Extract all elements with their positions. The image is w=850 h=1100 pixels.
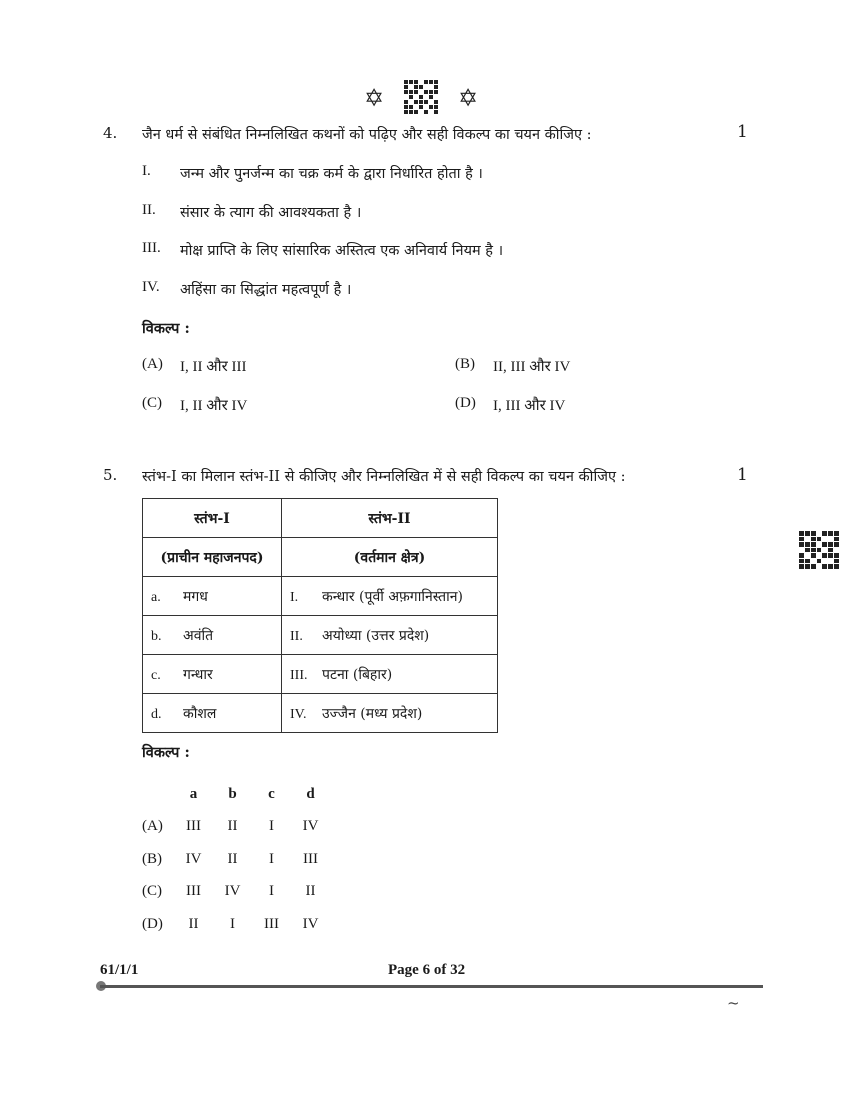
table-row <box>143 577 498 616</box>
q4-option-b-label: (B) <box>455 356 475 372</box>
q5-options-heading: विकल्प : <box>142 744 190 761</box>
qr-code-icon-header <box>404 80 438 114</box>
question-4-text: जैन धर्म से संबंधित निम्नलिखित कथनों को पढ़िए और सही विकल्प का चयन कीजिए : <box>142 127 592 143</box>
row-right: कन्धार (पूर्वी अफ़गानिस्तान) <box>322 588 463 605</box>
question-4-marks: 1 <box>737 122 748 142</box>
q4-statement-4-text: अहिंसा का सिद्धांत महत्वपूर्ण है । <box>180 282 352 298</box>
answer-label: (D) <box>142 915 163 932</box>
answer-header-a: a <box>189 785 198 802</box>
answer-header-c: c <box>268 785 275 802</box>
star-of-david-icon-left: ✡ <box>364 84 385 112</box>
row-right: उज्जैन (मध्य प्रदेश) <box>322 705 423 722</box>
answer-row-a <box>142 811 330 844</box>
answer-value: I <box>269 850 274 867</box>
answer-value: IV <box>224 883 241 900</box>
row-num: IV. <box>290 706 307 722</box>
table-row <box>143 655 498 694</box>
answer-value: II <box>188 915 199 932</box>
table-row <box>143 616 498 655</box>
question-4-number: 4. <box>103 124 118 142</box>
answer-row-b <box>142 843 330 876</box>
row-left: गन्धार <box>183 666 213 683</box>
answer-value: IV <box>302 818 319 835</box>
row-left: कौशल <box>183 705 217 722</box>
q4-statement-3-label: III. <box>142 240 161 256</box>
match-table <box>142 498 498 733</box>
row-key: c. <box>151 667 161 683</box>
table-col1-subtitle: (प्राचीन महाजनपद) <box>143 538 282 577</box>
question-5-marks: 1 <box>737 465 748 485</box>
row-key: d. <box>151 706 162 722</box>
footer-rule <box>100 985 763 988</box>
answer-value: IV <box>302 915 319 932</box>
answer-value: III <box>303 850 318 867</box>
answer-value: I <box>269 818 274 835</box>
q4-statement-2-label: II. <box>142 202 156 218</box>
row-left: अवंति <box>183 627 214 644</box>
star-of-david-icon-right: ✡ <box>458 84 479 112</box>
answer-value: IV <box>185 850 202 867</box>
answer-value: III <box>186 818 201 835</box>
q4-option-c-text: I, II और IV <box>180 398 248 414</box>
answer-label: (A) <box>142 818 163 835</box>
q4-option-b-text: II, III और IV <box>493 359 571 375</box>
row-key: a. <box>151 589 161 605</box>
table-row <box>143 694 498 733</box>
row-num: II. <box>290 628 303 644</box>
q4-options-heading: विकल्प : <box>142 320 190 337</box>
q4-statement-2-text: संसार के त्याग की आवश्यकता है । <box>180 205 362 221</box>
q4-option-a-text: I, II और III <box>180 359 247 375</box>
answer-value: II <box>227 818 238 835</box>
q4-statement-4-label: IV. <box>142 279 160 295</box>
answer-row-c <box>142 876 330 909</box>
footer-tilde: ~ <box>727 994 740 1012</box>
answer-grid <box>142 778 330 941</box>
page-number: Page 6 of 32 <box>388 962 466 978</box>
question-5-text: स्तंभ-I का मिलान स्तंभ-II से कीजिए और निम्नलिखित में से सही विकल्प का चयन कीजिए : <box>142 469 626 485</box>
q4-statement-3-text: मोक्ष प्राप्ति के लिए सांसारिक अस्तित्व एक अनिवार्य नियम है । <box>180 243 504 259</box>
answer-value: III <box>186 883 201 900</box>
q4-option-d-text: I, III और IV <box>493 398 566 414</box>
answer-label: (B) <box>142 850 162 867</box>
answer-header-row <box>142 778 330 811</box>
question-5-number: 5. <box>103 466 118 484</box>
q4-option-a-label: (A) <box>142 356 163 372</box>
q4-statement-1-label: I. <box>142 163 151 179</box>
answer-header-b: b <box>228 785 237 802</box>
answer-header-d: d <box>306 785 315 802</box>
row-num: I. <box>290 589 299 605</box>
row-left: मगध <box>183 588 208 605</box>
q4-statement-1-text: जन्म और पुनर्जन्म का चक्र कर्म के द्वारा निर्धारित होता है । <box>180 166 483 182</box>
table-col2-title: स्तंभ-II <box>282 499 498 538</box>
row-right: पटना (बिहार) <box>322 666 393 683</box>
row-right: अयोध्या (उत्तर प्रदेश) <box>322 627 430 644</box>
answer-value: I <box>230 915 235 932</box>
answer-value: II <box>227 850 238 867</box>
q4-option-d-label: (D) <box>455 395 476 411</box>
row-num: III. <box>290 667 308 683</box>
qr-code-icon-side <box>799 531 839 569</box>
table-col2-subtitle: (वर्तमान क्षेत्र) <box>282 538 498 577</box>
paper-code: 61/1/1 <box>100 962 139 978</box>
row-key: b. <box>151 628 162 644</box>
answer-row-d <box>142 908 330 941</box>
answer-value: III <box>264 915 279 932</box>
answer-value: II <box>305 883 316 900</box>
q4-option-c-label: (C) <box>142 395 162 411</box>
answer-value: I <box>269 883 274 900</box>
table-col1-title: स्तंभ-I <box>143 499 282 538</box>
answer-label: (C) <box>142 883 162 900</box>
